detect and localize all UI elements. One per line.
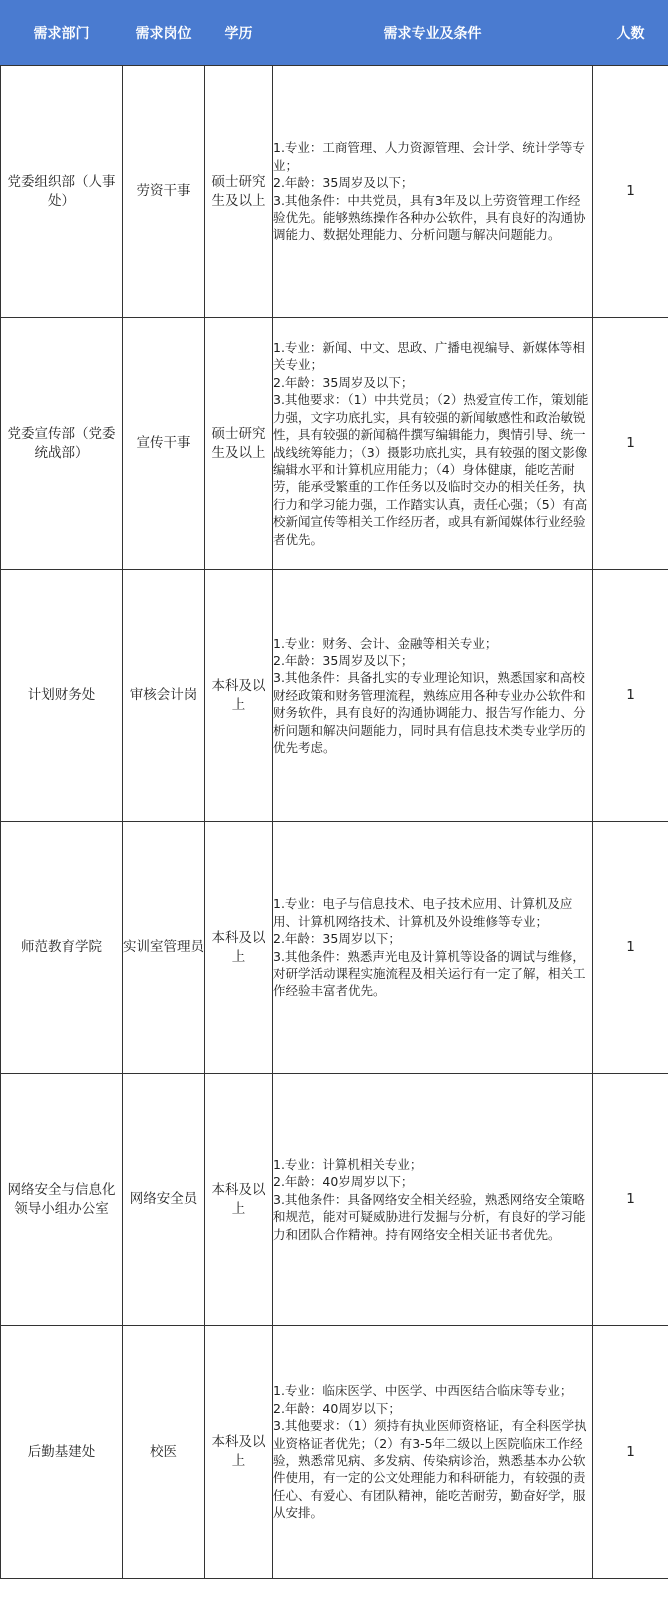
req-major: 1.专业：财务、会计、金融等相关专业； — [273, 635, 498, 651]
cell-req — [273, 822, 593, 1074]
cell-dept: 网络安全与信息化领导小组办公室 — [1, 1074, 123, 1326]
cell-edu: 本科及以上 — [205, 570, 273, 822]
req-other: 3.其他条件：中共党员，具有3年及以上劳资管理工作经验优先。能够熟练操作各种办公软件，具有良好的沟通协调能力、数据处理能力、分析问题与解决问题能力。 — [273, 192, 586, 243]
cell-req — [273, 66, 593, 318]
cell-dept: 后勤基建处 — [1, 1326, 123, 1579]
cell-edu: 本科及以上 — [205, 1074, 273, 1326]
table-row — [1, 1074, 668, 1326]
cell-num: 1 — [593, 570, 668, 822]
req-other: 3.其他条件：具备扎实的专业理论知识，熟悉国家和高校财经政策和财务管理流程，熟练应用各种专业办公软件和财务软件，具有良好的沟通协调能力、报告写作能力、分析问题和解决问题能力，同时具有信息技术类专业学历的优先考虑。 — [273, 670, 586, 756]
req-major: 1.专业：电子与信息技术、电子技术应用、计算机及应用、计算机网络技术、计算机及外设维修等专业； — [273, 896, 573, 929]
cell-post: 审核会计岗 — [123, 570, 205, 822]
req-age: 2.年龄：40周岁以下； — [273, 1400, 401, 1416]
req-major: 1.专业：工商管理、人力资源管理、会计学、统计学等专业； — [273, 140, 585, 173]
req-age: 2.年龄：40岁周岁以下； — [273, 1174, 414, 1190]
cell-dept: 师范教育学院 — [1, 822, 123, 1074]
req-age: 2.年龄：35周岁及以下； — [273, 374, 414, 390]
req-other: 3.其他要求：（1）须持有执业医师资格证，有全科医学执业资格证者优先；（2）有3-5年二级以上医院临床工作经验，熟悉常见病、多发病、传染病诊治，熟悉基本办公软件使用，有一定的公文处理能力和科研能力，有较强的责任心、有爱心、有团队精神，能吃苦耐劳，勤奋好学，服从安排。 — [273, 1418, 587, 1521]
req-other: 3.其他条件：具备网络安全相关经验，熟悉网络安全策略和规范，能对可疑威胁进行发掘与分析，有良好的学习能力和团队合作精神。持有网络安全相关证书者优先。 — [273, 1191, 586, 1242]
req-age: 2.年龄：35周岁及以下； — [273, 652, 414, 668]
cell-req — [273, 318, 593, 570]
req-age: 2.年龄：35周岁及以下； — [273, 175, 414, 191]
table-row — [1, 318, 668, 570]
cell-num: 1 — [593, 1074, 668, 1326]
req-major: 1.专业：临床医学、中医学、中西医结合临床等专业； — [273, 1383, 573, 1399]
cell-dept: 党委宣传部（党委统战部） — [1, 318, 123, 570]
table-row — [1, 66, 668, 318]
cell-dept: 党委组织部（人事处） — [1, 66, 123, 318]
cell-post: 劳资干事 — [123, 66, 205, 318]
req-age: 2.年龄：35周岁以下； — [273, 931, 401, 947]
header-num: 人数 — [593, 1, 668, 66]
req-major: 1.专业：新闻、中文、思政、广播电视编导、新媒体等相关专业； — [273, 340, 585, 373]
cell-num: 1 — [593, 822, 668, 1074]
cell-num: 1 — [593, 318, 668, 570]
req-other: 3.其他要求：（1）中共党员；（2）热爱宣传工作，策划能力强，文字功底扎实，具有较强的新闻敏感性和政治敏锐性，具有较强的新闻稿件撰写编辑能力，舆情引导、统一战线统筹能力；（3）摄影功底扎实，具有较强的图文影像编辑水平和计算机应用能力；（4）身体健康，能吃苦耐劳，能承受繁重的工作任务以及临时交办的相关任务，执行力和学习能力强，工作踏实认真，责任心强；（5）有高校新闻宣传等相关工作经历者，或具有新闻媒体行业经验者优先。 — [273, 392, 589, 547]
cell-edu: 硕士研究生及以上 — [205, 66, 273, 318]
req-other: 3.其他条件：熟悉声光电及计算机等设备的调试与维修，对研学活动课程实施流程及相关运行有一定了解，相关工作经验丰富者优先。 — [273, 948, 586, 999]
cell-dept: 计划财务处 — [1, 570, 123, 822]
cell-post: 网络安全员 — [123, 1074, 205, 1326]
cell-edu: 本科及以上 — [205, 1326, 273, 1579]
table-header-row — [1, 1, 668, 66]
header-req: 需求专业及条件 — [273, 1, 593, 66]
header-dept: 需求部门 — [1, 1, 123, 66]
req-major: 1.专业：计算机相关专业； — [273, 1156, 423, 1172]
table-row — [1, 822, 668, 1074]
cell-num: 1 — [593, 66, 668, 318]
table-row — [1, 1326, 668, 1579]
cell-post: 宣传干事 — [123, 318, 205, 570]
cell-num: 1 — [593, 1326, 668, 1579]
cell-req — [273, 1326, 593, 1579]
cell-post: 实训室管理员 — [123, 822, 205, 1074]
header-edu: 学历 — [205, 1, 273, 66]
cell-req — [273, 1074, 593, 1326]
table-row — [1, 570, 668, 822]
cell-post: 校医 — [123, 1326, 205, 1579]
cell-edu: 硕士研究生及以上 — [205, 318, 273, 570]
cell-edu: 本科及以上 — [205, 822, 273, 1074]
header-post: 需求岗位 — [123, 1, 205, 66]
cell-req — [273, 570, 593, 822]
